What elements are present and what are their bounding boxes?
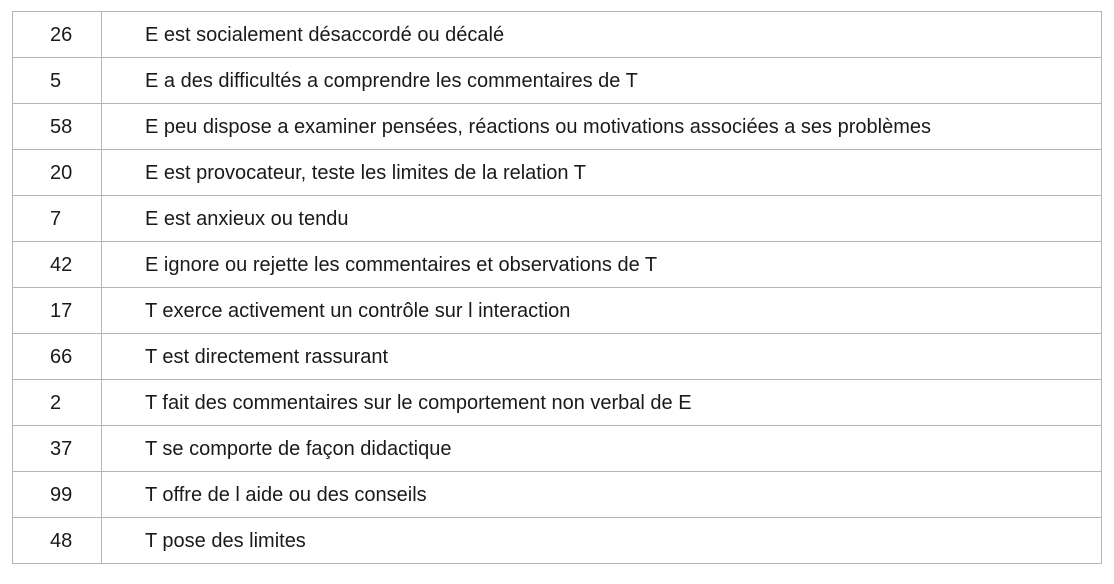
item-code-cell: 7: [13, 196, 102, 242]
item-description-cell: T pose des limites: [102, 518, 1102, 564]
item-code-cell: 5: [13, 58, 102, 104]
item-code-cell: 2: [13, 380, 102, 426]
item-code-cell: 58: [13, 104, 102, 150]
item-description-cell: E a des difficultés a comprendre les commentaires de T: [102, 58, 1102, 104]
item-code-cell: 37: [13, 426, 102, 472]
table-row: [13, 380, 1102, 426]
table-row: [13, 518, 1102, 564]
item-description-cell: T est directement rassurant: [102, 334, 1102, 380]
table-row: [13, 196, 1102, 242]
item-code-cell: 99: [13, 472, 102, 518]
item-description-cell: T offre de l aide ou des conseils: [102, 472, 1102, 518]
item-description-cell: E est socialement désaccordé ou décalé: [102, 12, 1102, 58]
item-code-cell: 20: [13, 150, 102, 196]
item-code-cell: 66: [13, 334, 102, 380]
item-description-cell: E peu dispose a examiner pensées, réactions ou motivations associées a ses problèmes: [102, 104, 1102, 150]
items-table-container: [12, 11, 1102, 564]
item-description-cell: E est provocateur, teste les limites de la relation T: [102, 150, 1102, 196]
table-row: [13, 58, 1102, 104]
table-row: [13, 472, 1102, 518]
table-row: [13, 242, 1102, 288]
items-table: [12, 11, 1102, 564]
item-code-cell: 42: [13, 242, 102, 288]
item-code-cell: 26: [13, 12, 102, 58]
item-description-cell: T se comporte de façon didactique: [102, 426, 1102, 472]
item-description-cell: E est anxieux ou tendu: [102, 196, 1102, 242]
table-row: [13, 12, 1102, 58]
item-code-cell: 48: [13, 518, 102, 564]
table-row: [13, 426, 1102, 472]
table-row: [13, 288, 1102, 334]
table-row: [13, 104, 1102, 150]
table-row: [13, 334, 1102, 380]
items-table-body: [13, 12, 1102, 564]
table-row: [13, 150, 1102, 196]
item-description-cell: T fait des commentaires sur le comportement non verbal de E: [102, 380, 1102, 426]
item-description-cell: T exerce activement un contrôle sur l interaction: [102, 288, 1102, 334]
item-code-cell: 17: [13, 288, 102, 334]
item-description-cell: E ignore ou rejette les commentaires et observations de T: [102, 242, 1102, 288]
